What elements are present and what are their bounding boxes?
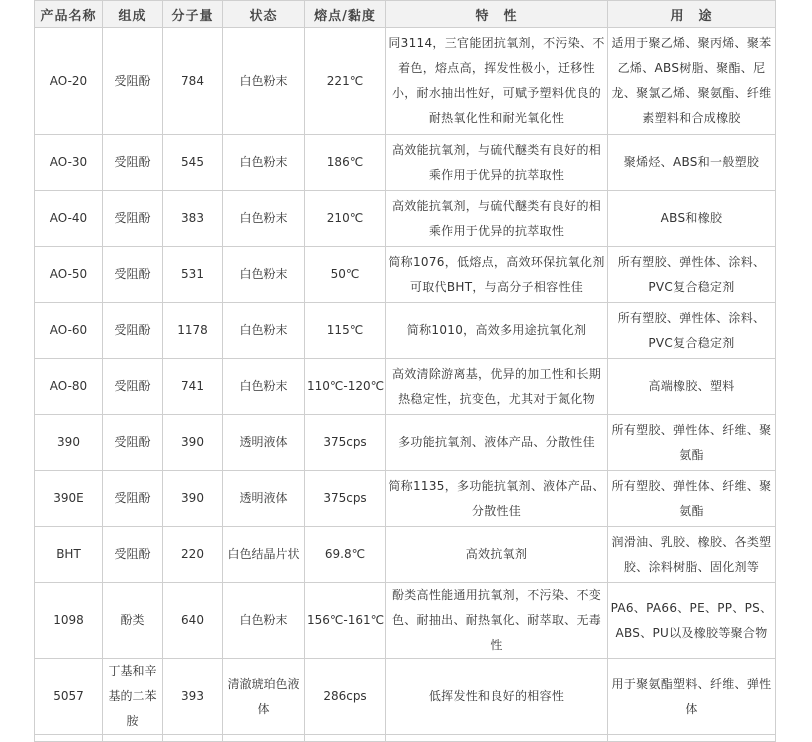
header-features: 特 性 — [386, 1, 608, 28]
table-row — [35, 247, 776, 303]
cell-product-name: AO-80 — [35, 359, 103, 415]
cell-usage: 所有塑胶、弹性体、涂料、PVC复合稳定剂 — [608, 303, 776, 359]
cell-molecular-weight: 545 — [163, 135, 223, 191]
cell-product-name: AO-40 — [35, 191, 103, 247]
cell-state: 清澈琥珀色液体 — [223, 659, 305, 735]
cell-usage: 聚烯烃、ABS和一般塑胶 — [608, 135, 776, 191]
cell-features: 多功能抗氧剂、液体产品、分散性佳 — [386, 415, 608, 471]
table-row — [35, 659, 776, 735]
cell-composition: 受阻酚 — [103, 191, 163, 247]
header-usage: 用 途 — [608, 1, 776, 28]
cell-state: 白色粉末 — [223, 28, 305, 135]
cell-composition: 受阻酚 — [103, 247, 163, 303]
cell-product-name: AO-20 — [35, 28, 103, 135]
cell-features: 高效能抗氧剂，与硫代醚类有良好的相乘作用于优异的抗萃取性 — [386, 135, 608, 191]
cell-melting-point: 156℃-161℃ — [305, 583, 386, 659]
cell-molecular-weight: 640 — [163, 583, 223, 659]
cell-empty — [35, 735, 103, 742]
cell-state: 白色粉末 — [223, 135, 305, 191]
cell-empty — [103, 735, 163, 742]
cell-state: 白色结晶片状 — [223, 527, 305, 583]
cell-composition: 受阻酚 — [103, 527, 163, 583]
cell-usage: 所有塑胶、弹性体、纤维、聚氨酯 — [608, 415, 776, 471]
cell-melting-point: 186℃ — [305, 135, 386, 191]
table-row-partial — [35, 735, 776, 742]
cell-state: 白色粉末 — [223, 303, 305, 359]
cell-product-name: AO-50 — [35, 247, 103, 303]
table-row — [35, 359, 776, 415]
cell-melting-point: 69.8℃ — [305, 527, 386, 583]
cell-features: 酚类高性能通用抗氧剂，不污染、不变色、耐抽出、耐热氧化、耐萃取、无毒性 — [386, 583, 608, 659]
header-molecular-weight: 分子量 — [163, 1, 223, 28]
cell-features: 高效清除游离基，优异的加工性和长期热稳定性，抗变色，尤其对于氮化物 — [386, 359, 608, 415]
table-row — [35, 527, 776, 583]
cell-product-name: 1098 — [35, 583, 103, 659]
cell-empty — [386, 735, 608, 742]
cell-usage: 润滑油、乳胶、橡胶、各类塑胶、涂料树脂、固化剂等 — [608, 527, 776, 583]
cell-features: 简称1010，高效多用途抗氧化剂 — [386, 303, 608, 359]
cell-state: 透明液体 — [223, 471, 305, 527]
cell-usage: 所有塑胶、弹性体、涂料、PVC复合稳定剂 — [608, 247, 776, 303]
cell-features: 简称1076，低熔点，高效环保抗氧化剂可取代BHT，与高分子相容性佳 — [386, 247, 608, 303]
cell-melting-point: 375cps — [305, 415, 386, 471]
cell-product-name: AO-60 — [35, 303, 103, 359]
cell-molecular-weight: 383 — [163, 191, 223, 247]
cell-empty — [223, 735, 305, 742]
cell-usage: ABS和橡胶 — [608, 191, 776, 247]
cell-molecular-weight: 531 — [163, 247, 223, 303]
cell-composition: 受阻酚 — [103, 471, 163, 527]
cell-melting-point: 50℃ — [305, 247, 386, 303]
cell-usage: 用于聚氨酯塑料、纤维、弹性体 — [608, 659, 776, 735]
cell-molecular-weight: 220 — [163, 527, 223, 583]
header-composition: 组成 — [103, 1, 163, 28]
cell-composition: 受阻酚 — [103, 135, 163, 191]
cell-product-name: BHT — [35, 527, 103, 583]
cell-features: 高效抗氧剂 — [386, 527, 608, 583]
cell-features: 低挥发性和良好的相容性 — [386, 659, 608, 735]
table-row — [35, 191, 776, 247]
cell-state: 白色粉末 — [223, 247, 305, 303]
cell-composition: 受阻酚 — [103, 303, 163, 359]
cell-melting-point: 375cps — [305, 471, 386, 527]
cell-molecular-weight: 784 — [163, 28, 223, 135]
table-row — [35, 583, 776, 659]
table-row — [35, 135, 776, 191]
cell-molecular-weight: 393 — [163, 659, 223, 735]
cell-product-name: 5057 — [35, 659, 103, 735]
cell-state: 白色粉末 — [223, 583, 305, 659]
cell-composition: 受阻酚 — [103, 359, 163, 415]
cell-state: 白色粉末 — [223, 191, 305, 247]
cell-composition: 受阻酚 — [103, 28, 163, 135]
cell-composition: 酚类 — [103, 583, 163, 659]
cell-usage: 适用于聚乙烯、聚丙烯、聚苯乙烯、ABS树脂、聚酯、尼龙、聚氯乙烯、聚氨酯、纤维素塑料和合成橡胶 — [608, 28, 776, 135]
antioxidant-spec-table — [34, 0, 776, 742]
cell-composition: 丁基和辛基的二苯胺 — [103, 659, 163, 735]
cell-state: 白色粉末 — [223, 359, 305, 415]
table-row — [35, 303, 776, 359]
cell-molecular-weight: 390 — [163, 471, 223, 527]
cell-molecular-weight: 1178 — [163, 303, 223, 359]
cell-product-name: 390 — [35, 415, 103, 471]
cell-melting-point: 115℃ — [305, 303, 386, 359]
cell-molecular-weight: 741 — [163, 359, 223, 415]
cell-composition: 受阻酚 — [103, 415, 163, 471]
cell-empty — [608, 735, 776, 742]
table-row — [35, 28, 776, 135]
cell-melting-point: 221℃ — [305, 28, 386, 135]
cell-features: 简称1135，多功能抗氧剂、液体产品、分散性佳 — [386, 471, 608, 527]
cell-usage: 所有塑胶、弹性体、纤维、聚氨酯 — [608, 471, 776, 527]
cell-features: 同3114，三官能团抗氧剂，不污染、不着色，熔点高，挥发性极小，迁移性小，耐水抽出性好，可赋予塑料优良的耐热氧化性和耐光氧化性 — [386, 28, 608, 135]
header-state: 状态 — [223, 1, 305, 28]
cell-melting-point: 286cps — [305, 659, 386, 735]
cell-usage: PA6、PA66、PE、PP、PS、ABS、PU以及橡胶等聚合物 — [608, 583, 776, 659]
cell-features: 高效能抗氧剂，与硫代醚类有良好的相乘作用于优异的抗萃取性 — [386, 191, 608, 247]
cell-molecular-weight: 390 — [163, 415, 223, 471]
cell-product-name: AO-30 — [35, 135, 103, 191]
cell-empty — [163, 735, 223, 742]
cell-melting-point: 210℃ — [305, 191, 386, 247]
header-melting-point: 熔点/黏度 — [305, 1, 386, 28]
cell-product-name: 390E — [35, 471, 103, 527]
cell-state: 透明液体 — [223, 415, 305, 471]
header-row — [35, 1, 776, 28]
cell-melting-point: 110℃-120℃ — [305, 359, 386, 415]
cell-usage: 高端橡胶、塑料 — [608, 359, 776, 415]
cell-empty — [305, 735, 386, 742]
table-row — [35, 471, 776, 527]
table-row — [35, 415, 776, 471]
header-product-name: 产品名称 — [35, 1, 103, 28]
